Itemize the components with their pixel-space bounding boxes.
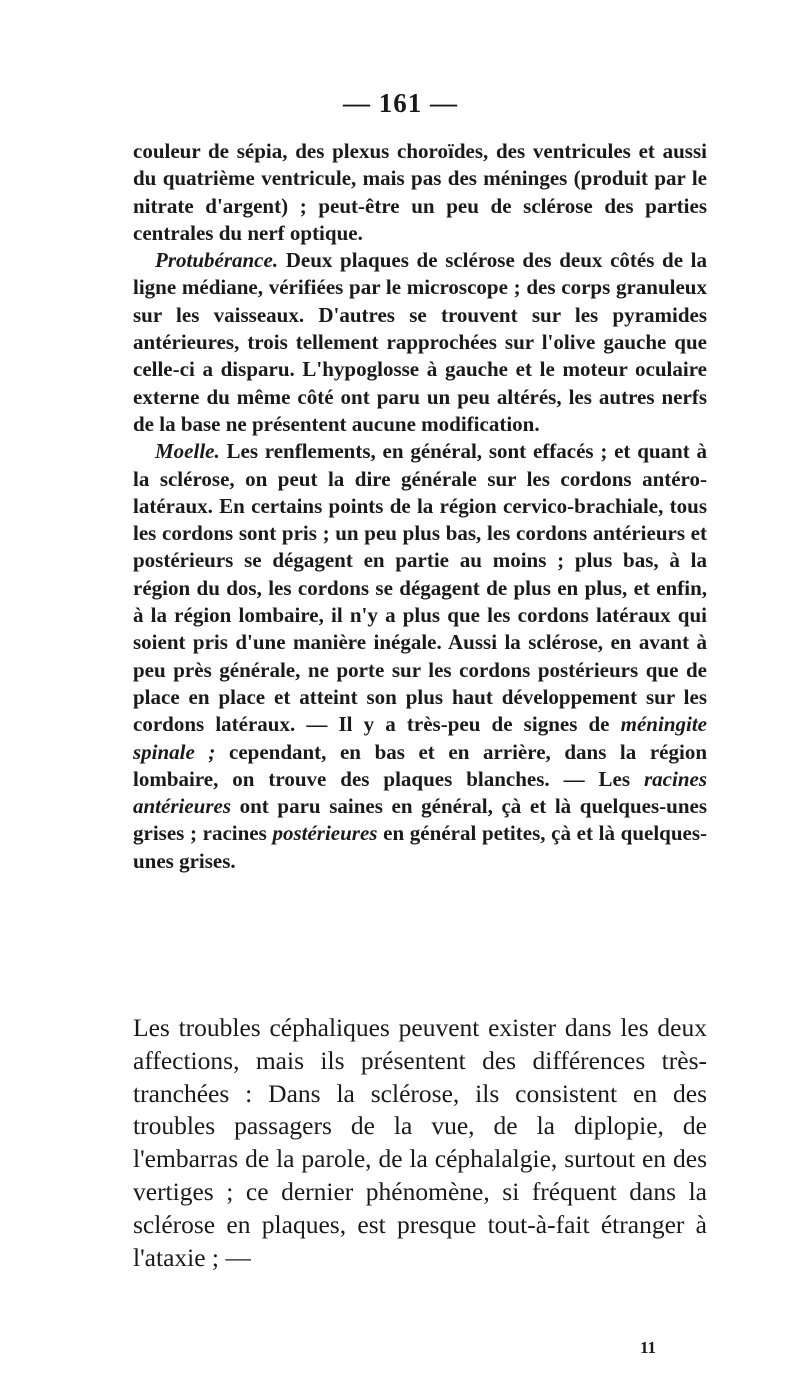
section-heading-protuberance: Protubérance. — [155, 248, 279, 273]
small-print-section — [133, 138, 707, 875]
paragraph-text: ont paru saines en général, çà et là quelques-unes grises ; racines — [133, 794, 707, 846]
main-text-section — [133, 1012, 707, 1274]
italic-term-posterieures: postérieures — [272, 821, 378, 846]
section-heading-moelle: Moelle. — [155, 439, 220, 464]
paragraph-text: couleur de sépia, des plexus choroïdes, des ventricules et aussi du quatrième ventricule, mais pas des méninges (produit par le nitrate d'argent) ; peut-être un peu de sclérose des parties centrales du nerf optique. — [133, 139, 707, 245]
paragraph-moelle — [133, 438, 707, 875]
paragraph-text: Deux plaques de sclérose des deux côtés de la ligne médiane, vérifiées par le microscope ; des corps granuleux sur les vaisseaux. D'autres se trouvent sur les pyramides antérieures, trois tellement rapprochées sur l'olive gauche que celle-ci a disparu. L'hypoglosse à gauche et le moteur oculaire externe du même côté ont paru un peu altérés, les autres nerfs de la base ne présentent aucune modification. — [133, 248, 707, 436]
paragraph-text: en général petites, çà et là quelques-unes grises. — [133, 821, 707, 873]
paragraph-optic — [133, 138, 707, 247]
paragraph-text: cependant, en bas et en arrière, dans la région lombaire, on trouve des plaques blanches. — Les — [133, 739, 708, 791]
paragraph-protuberance — [133, 247, 707, 438]
italic-term-racines-anterieures: racines antérieures — [133, 766, 707, 819]
paragraph-text: Les renflements, en général, sont effacés ; et quant à la sclérose, on peut la dire générale sur les cordons antéro-latéraux. En certains points de la région cervico-brachiale, tous les cordons sont pris ; un peu plus bas, les cordons antérieurs et postérieurs se dégagent en partie au moins ; plus bas, à la région du dos, les cordons se dégagent de plus en plus, et enfin, à la région lombaire, il n'y a plus que les cordons latéraux qui soient pris d'une manière inégale. Aussi la sclérose, en avant à peu près générale, ne porte sur les cordons postérieurs que de place en place et atteint son plus haut développement sur les cordons latéraux. — Il y a très-peu de signes de — [133, 439, 707, 737]
italic-term-meningite: méningite spinale ; — [133, 712, 707, 764]
page-number: — 161 — — [343, 88, 458, 118]
paragraph-troubles-cephaliques: Les troubles céphaliques peuvent exister dans les deux affections, mais ils présentent des différences très-tranchées : Dans la sclérose, ils consistent en des troubles passagers de la vue, de la diplopie, de l'embarras de la parole, de la céphalalgie, surtout en des vertiges ; ce dernier phénomène, si fréquent dans la sclérose en plaques, est presque tout-à-fait étranger à l'ataxie ; — — [133, 1013, 707, 1272]
signature-mark: 11 — [640, 1338, 657, 1357]
